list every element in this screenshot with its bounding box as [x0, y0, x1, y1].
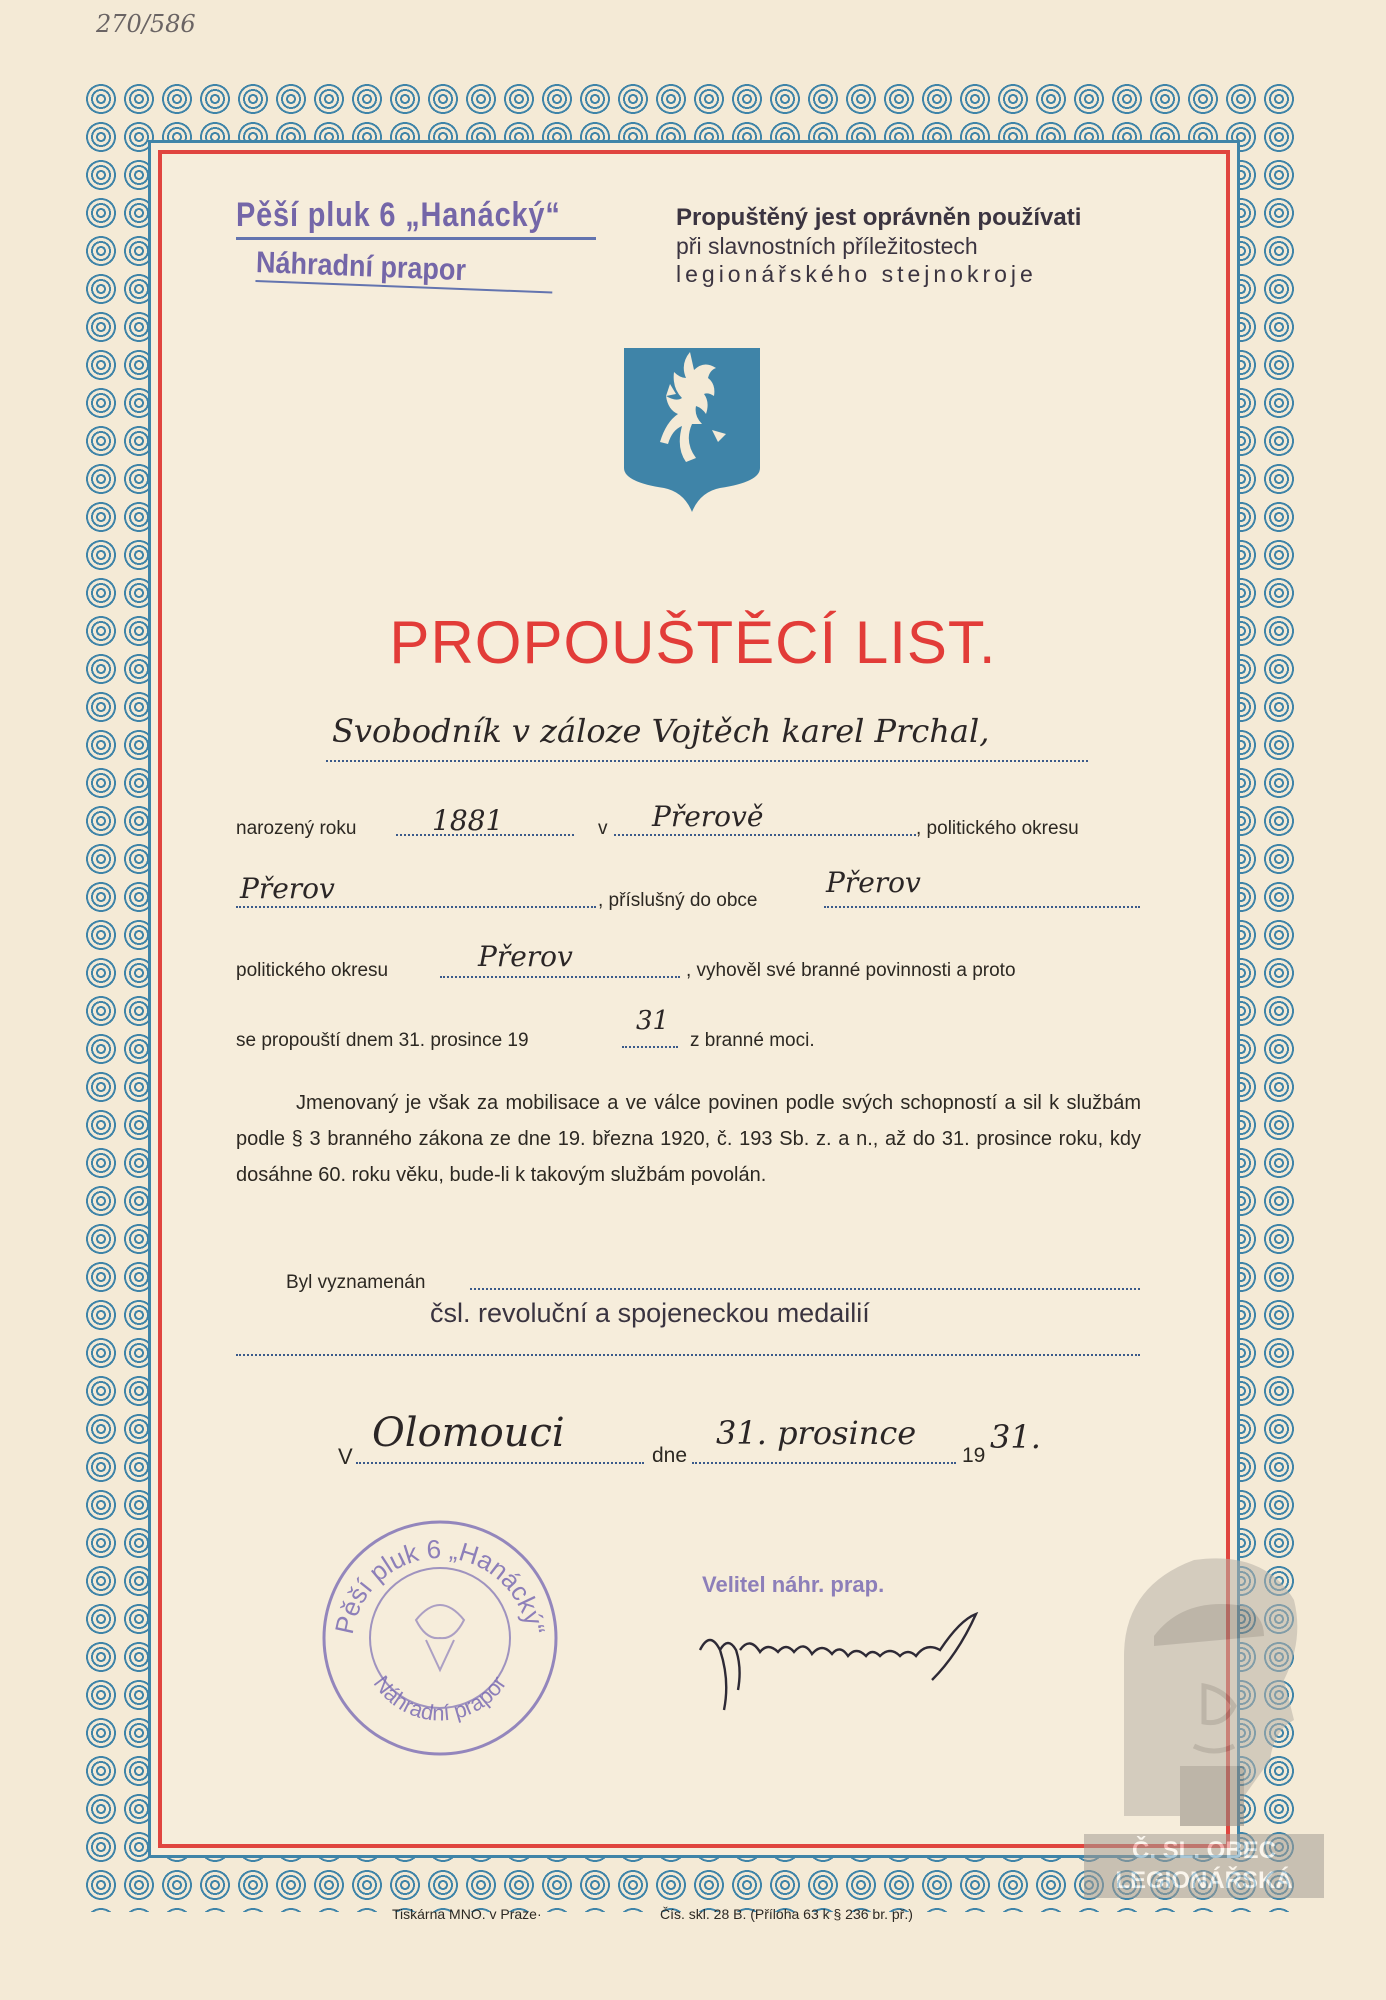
permission-line3: legionářského stejnokroje	[676, 261, 1037, 287]
document-title: PROPOUŠTĚCÍ LIST.	[389, 609, 997, 676]
unit-stamp-line1: Pěší pluk 6 „Hanácký“	[236, 196, 561, 234]
person-name: Svobodník v záloze Vojtěch karel Prchal,	[332, 712, 990, 750]
svg-text:Pěší pluk 6 „Hanácký“	[329, 1534, 551, 1637]
signature-title: Velitel náhr. prap.	[702, 1572, 885, 1597]
district-value: Přerov	[240, 872, 335, 905]
seal-outer-text: Pěší pluk 6 „Hanácký“	[328, 1533, 552, 1637]
place-label: V	[338, 1444, 353, 1469]
date-label: dne	[652, 1444, 688, 1467]
coat-of-arms-icon	[620, 344, 764, 514]
unit-stamp-line2: Náhradní prapor	[255, 246, 553, 293]
date-year-prefix: 19	[962, 1444, 986, 1467]
decorated-value: čsl. revoluční a spojeneckou medailií	[430, 1298, 870, 1328]
unit-stamp-rule	[236, 237, 596, 240]
district2-value: Přerov	[478, 940, 573, 973]
seal-inner-text: Náhradní prapor	[368, 1670, 512, 1726]
in-label: v	[598, 818, 608, 839]
legionary-head-icon	[1084, 1516, 1324, 1836]
watermark-text: Č. SL. OBEC LEGIONÁŘSKÁ	[1084, 1834, 1324, 1898]
archive-number: 270/586	[96, 10, 196, 38]
district2-label: politického okresu	[236, 960, 389, 981]
decorated-line-2	[236, 1334, 1140, 1356]
place-value: Olomouci	[372, 1410, 565, 1456]
born-place: Přerově	[652, 800, 764, 833]
permission-line1: Propuštěný jest oprávněn používati	[676, 204, 1082, 231]
decorated-label: Byl vyznamenán	[286, 1272, 426, 1293]
footer-printer: Tiskárna MNO. v Praze·	[392, 1906, 542, 1922]
released-year: 31	[636, 1006, 670, 1036]
date-value: 31. prosince	[716, 1414, 917, 1452]
district-label: , politického okresu	[916, 818, 1079, 839]
released-suffix: z branné moci.	[690, 1030, 815, 1051]
permission-line2: při slavnostních příležitostech	[676, 233, 978, 259]
obligation-text: Jmenovaný je však za mobilisace a ve válce povinen podle svých schopností a sil k službám podle § 3 branného zákona ze dne 19. března 1920, č. 193 Sb. z. a n., až do 31. prosince roku, kdy dosáhne 60. roku věku, bude-li k takovým službám povolán.	[236, 1092, 1141, 1186]
born-label: narozený roku	[236, 818, 357, 839]
belongs-label: , příslušný do obce	[598, 890, 758, 911]
signature-icon	[680, 1610, 1080, 1720]
date-year: 31.	[990, 1418, 1041, 1456]
unit-stamp	[236, 196, 618, 288]
permission-stamp	[676, 204, 1081, 288]
released-prefix: se propouští dnem 31. prosince 19	[236, 1030, 529, 1051]
footer-reference: Čís. skl. 28 B. (Příloha 63 k § 236 br. př.)	[660, 1906, 913, 1922]
svg-text:Náhradní prapor	[369, 1671, 511, 1726]
belongs-value: Přerov	[826, 866, 921, 899]
fulfilled-text: , vyhověl své branné povinnosti a proto	[686, 960, 1016, 981]
decorated-line	[470, 1266, 1140, 1290]
watermark-logo	[1084, 1516, 1324, 1896]
obligation-paragraph	[236, 1085, 1141, 1193]
born-year: 1881	[432, 804, 504, 837]
round-seal-stamp	[312, 1510, 568, 1766]
